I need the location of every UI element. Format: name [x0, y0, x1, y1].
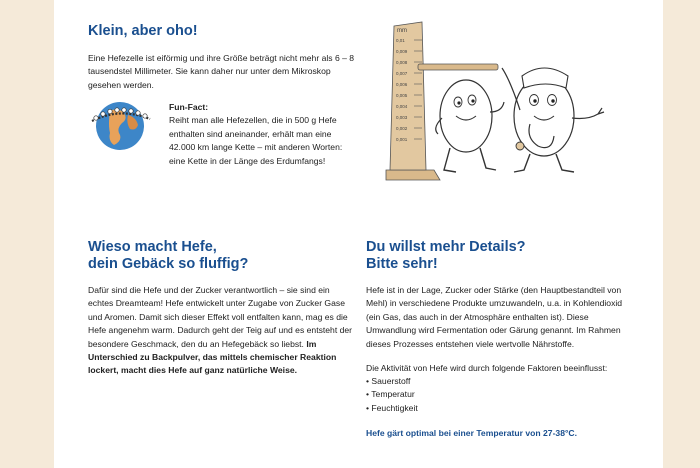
ruler-tick-label: 0,007: [396, 71, 408, 76]
section-title-line2: Bitte sehr!: [366, 256, 438, 272]
factors-intro: Die Aktivität von Hefe wird durch folgende Faktoren beeinflusst:: [366, 363, 608, 373]
section-title-line1: Du willst mehr Details?: [366, 239, 526, 255]
fun-fact-label: Fun-Fact:: [169, 102, 209, 112]
factor-item: • Temperatur: [366, 388, 418, 401]
ruler-tick-label: 0,006: [396, 82, 408, 87]
yeast-character-doctor: [502, 68, 604, 172]
details-paragraph: Hefe ist in der Lage, Zucker oder Stärke (den Hauptbestandteil von Mehl) in verschiedene Produkte umzuwandeln, u.a. in Kohlendioxid (ein Gas, das auch in der Atmosphäre enthalten ist). Diese Umwandlung wird Fermentation oder Gärung genannt. Im Rahmen dieses Prozesses entstehen viele wertvolle Nährstoffe.: [366, 285, 623, 349]
fun-fact-block: [169, 101, 359, 168]
fluffig-paragraph: [88, 284, 354, 378]
intro-paragraph: Eine Hefezelle ist eiförmig und ihre Größe beträgt nicht mehr als 6 – 8 tausendstel Millimeter. Sie kann daher nur unter dem Mikroskop gesehen werden.: [88, 53, 355, 90]
ruler-tick-label: 0,003: [396, 115, 408, 120]
globe-yeast-chain-icon: [88, 99, 152, 153]
section-title-line2: dein Gebäck so fluffig?: [88, 256, 249, 272]
factor-item: • Feuchtigkeit: [366, 402, 418, 415]
fluffig-text: Dafür sind die Hefe und der Zucker verantwortlich – sie sind ein echtes Dreamteam! Hefe entwickelt unter Zugabe von Zucker Gase und Aromen. Damit sich dieser Effekt voll entfalten kann, mag es die Hefe angenehm warm. Dadurch geht der Teig auf und es entsteht der besondere Geschmack, den du an Hefegebäck so liebst.: [88, 285, 353, 349]
yeast-measurement-illustration: [384, 20, 606, 180]
ruler-tick-label: 0,004: [396, 104, 408, 109]
fluffig-bold-text: Im Unterschied zu Backpulver, das mittels chemischer Reaktion lockert, macht dies Hefe auf ganz natürliche Weise.: [88, 338, 337, 376]
section-title-mehr-details: [366, 239, 526, 273]
section-title-wieso-macht-hefe: [88, 239, 248, 273]
fun-fact-text: Reiht man alle Hefezellen, die in 500 g Hefe enthalten sind aneinander, erhält man eine 42.000 km lange Kette – mit anderen Worten: eine Kette in der Länge des Erdumfangs!: [169, 115, 343, 166]
ruler-tick-label: 0,009: [396, 49, 408, 54]
ruler-base: [386, 170, 440, 180]
section-title-klein-aber-oho: Klein, aber oho!: [88, 23, 198, 39]
ruler-tick-label: 0,005: [396, 93, 408, 98]
ruler-unit: mm: [397, 28, 407, 34]
factor-item: • Sauerstoff: [366, 375, 418, 388]
ruler-tick-label: 0,002: [396, 126, 408, 131]
ruler-tick-label: 0,001: [396, 137, 408, 142]
ruler-slider-bar: [418, 64, 498, 70]
temperature-highlight: Hefe gärt optimal bei einer Temperatur von 27-38°C.: [366, 428, 578, 438]
yeast-character-measured: [436, 80, 504, 172]
ruler-tick-label: 0,008: [396, 60, 408, 65]
section-title-line1: Wieso macht Hefe,: [88, 239, 217, 255]
factors-list: [366, 375, 418, 415]
ruler-tick-label: 0,01: [396, 38, 405, 43]
